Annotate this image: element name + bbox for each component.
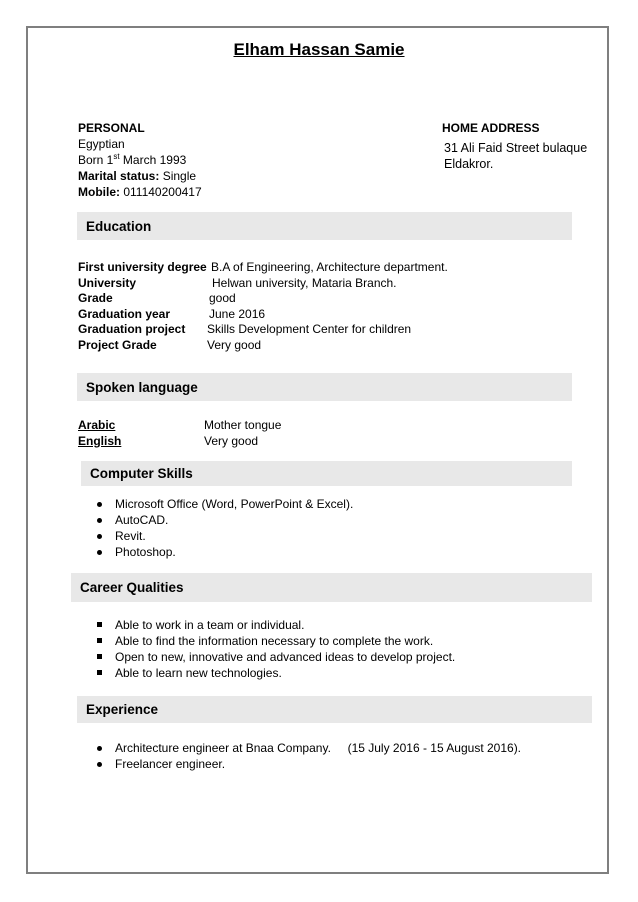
education-label: Graduation project bbox=[78, 322, 186, 337]
language-label: English bbox=[78, 433, 122, 448]
education-row bbox=[78, 275, 578, 291]
computer-skills-list bbox=[77, 496, 353, 560]
birth-date: Born 1st March 1993 bbox=[78, 152, 187, 167]
nationality: Egyptian bbox=[78, 137, 125, 151]
education-label: Graduation year bbox=[78, 306, 171, 321]
education-row bbox=[78, 306, 578, 322]
square-bullet-icon bbox=[97, 670, 102, 675]
education-value: Very good bbox=[207, 338, 262, 352]
career-quality-item: Able to work in a team or individual. bbox=[77, 617, 455, 633]
career-quality-item: Open to new, innovative and advanced ideas to develop project. bbox=[77, 649, 455, 665]
address-heading: HOME ADDRESS bbox=[442, 121, 540, 135]
education-row bbox=[78, 259, 578, 275]
square-bullet-icon bbox=[97, 654, 102, 659]
bullet-icon bbox=[97, 550, 102, 555]
education-label: University bbox=[78, 275, 137, 290]
experience-item: Freelancer engineer. bbox=[77, 756, 521, 772]
language-label: Arabic bbox=[78, 418, 116, 432]
career-qualities-heading: Career Qualities bbox=[71, 573, 592, 602]
experience-list bbox=[77, 740, 521, 772]
education-value: Skills Development Center for children bbox=[207, 322, 412, 337]
career-quality-item: Able to find the information necessary to complete the work. bbox=[77, 633, 455, 649]
education-row bbox=[78, 290, 578, 306]
language-heading: Spoken language bbox=[77, 373, 572, 401]
bullet-icon bbox=[97, 762, 102, 767]
experience-item: Architecture engineer at Bnaa Company. (15 July 2016 - 15 August 2016). bbox=[77, 740, 521, 756]
square-bullet-icon bbox=[97, 622, 102, 627]
education-value: B.A of Engineering, Architecture department. bbox=[211, 260, 448, 274]
personal-heading: PERSONAL bbox=[78, 121, 145, 135]
language-row bbox=[78, 433, 578, 449]
education-value: good bbox=[209, 291, 236, 306]
education-label: Project Grade bbox=[78, 338, 157, 352]
career-quality-item: Able to learn new technologies. bbox=[77, 665, 455, 681]
square-bullet-icon bbox=[97, 638, 102, 643]
bullet-icon bbox=[97, 518, 102, 523]
mobile: Mobile: 011140200417 bbox=[78, 185, 202, 199]
language-value: Mother tongue bbox=[204, 418, 282, 432]
career-qualities-list bbox=[77, 617, 455, 681]
address-line-2: Eldakror. bbox=[444, 157, 494, 171]
experience-heading: Experience bbox=[77, 696, 592, 723]
language-value: Very good bbox=[204, 433, 259, 448]
computer-skill-item: Revit. bbox=[77, 528, 353, 544]
bullet-icon bbox=[97, 746, 102, 751]
education-row bbox=[78, 321, 578, 337]
address-section bbox=[442, 120, 587, 172]
marital-status: Marital status: Single bbox=[78, 169, 197, 183]
address-line-1: 31 Ali Faid Street bulaque bbox=[444, 141, 588, 155]
education-row bbox=[78, 337, 578, 353]
computer-skill-item: Photoshop. bbox=[77, 544, 353, 560]
resume-name: Elham Hassan Samie bbox=[233, 40, 405, 59]
education-value: June 2016 bbox=[209, 306, 266, 321]
education-label: Grade bbox=[78, 291, 113, 306]
computer-skill-item: Microsoft Office (Word, PowerPoint & Excel). bbox=[77, 496, 353, 512]
computer-skills-heading: Computer Skills bbox=[81, 461, 572, 486]
education-value: Helwan university, Mataria Branch. bbox=[212, 275, 397, 290]
education-heading: Education bbox=[77, 212, 572, 240]
language-row bbox=[78, 417, 578, 433]
personal-section bbox=[78, 120, 202, 200]
education-label: First university degree bbox=[78, 260, 207, 274]
bullet-icon bbox=[97, 502, 102, 507]
bullet-icon bbox=[97, 534, 102, 539]
computer-skill-item: AutoCAD. bbox=[77, 512, 353, 528]
